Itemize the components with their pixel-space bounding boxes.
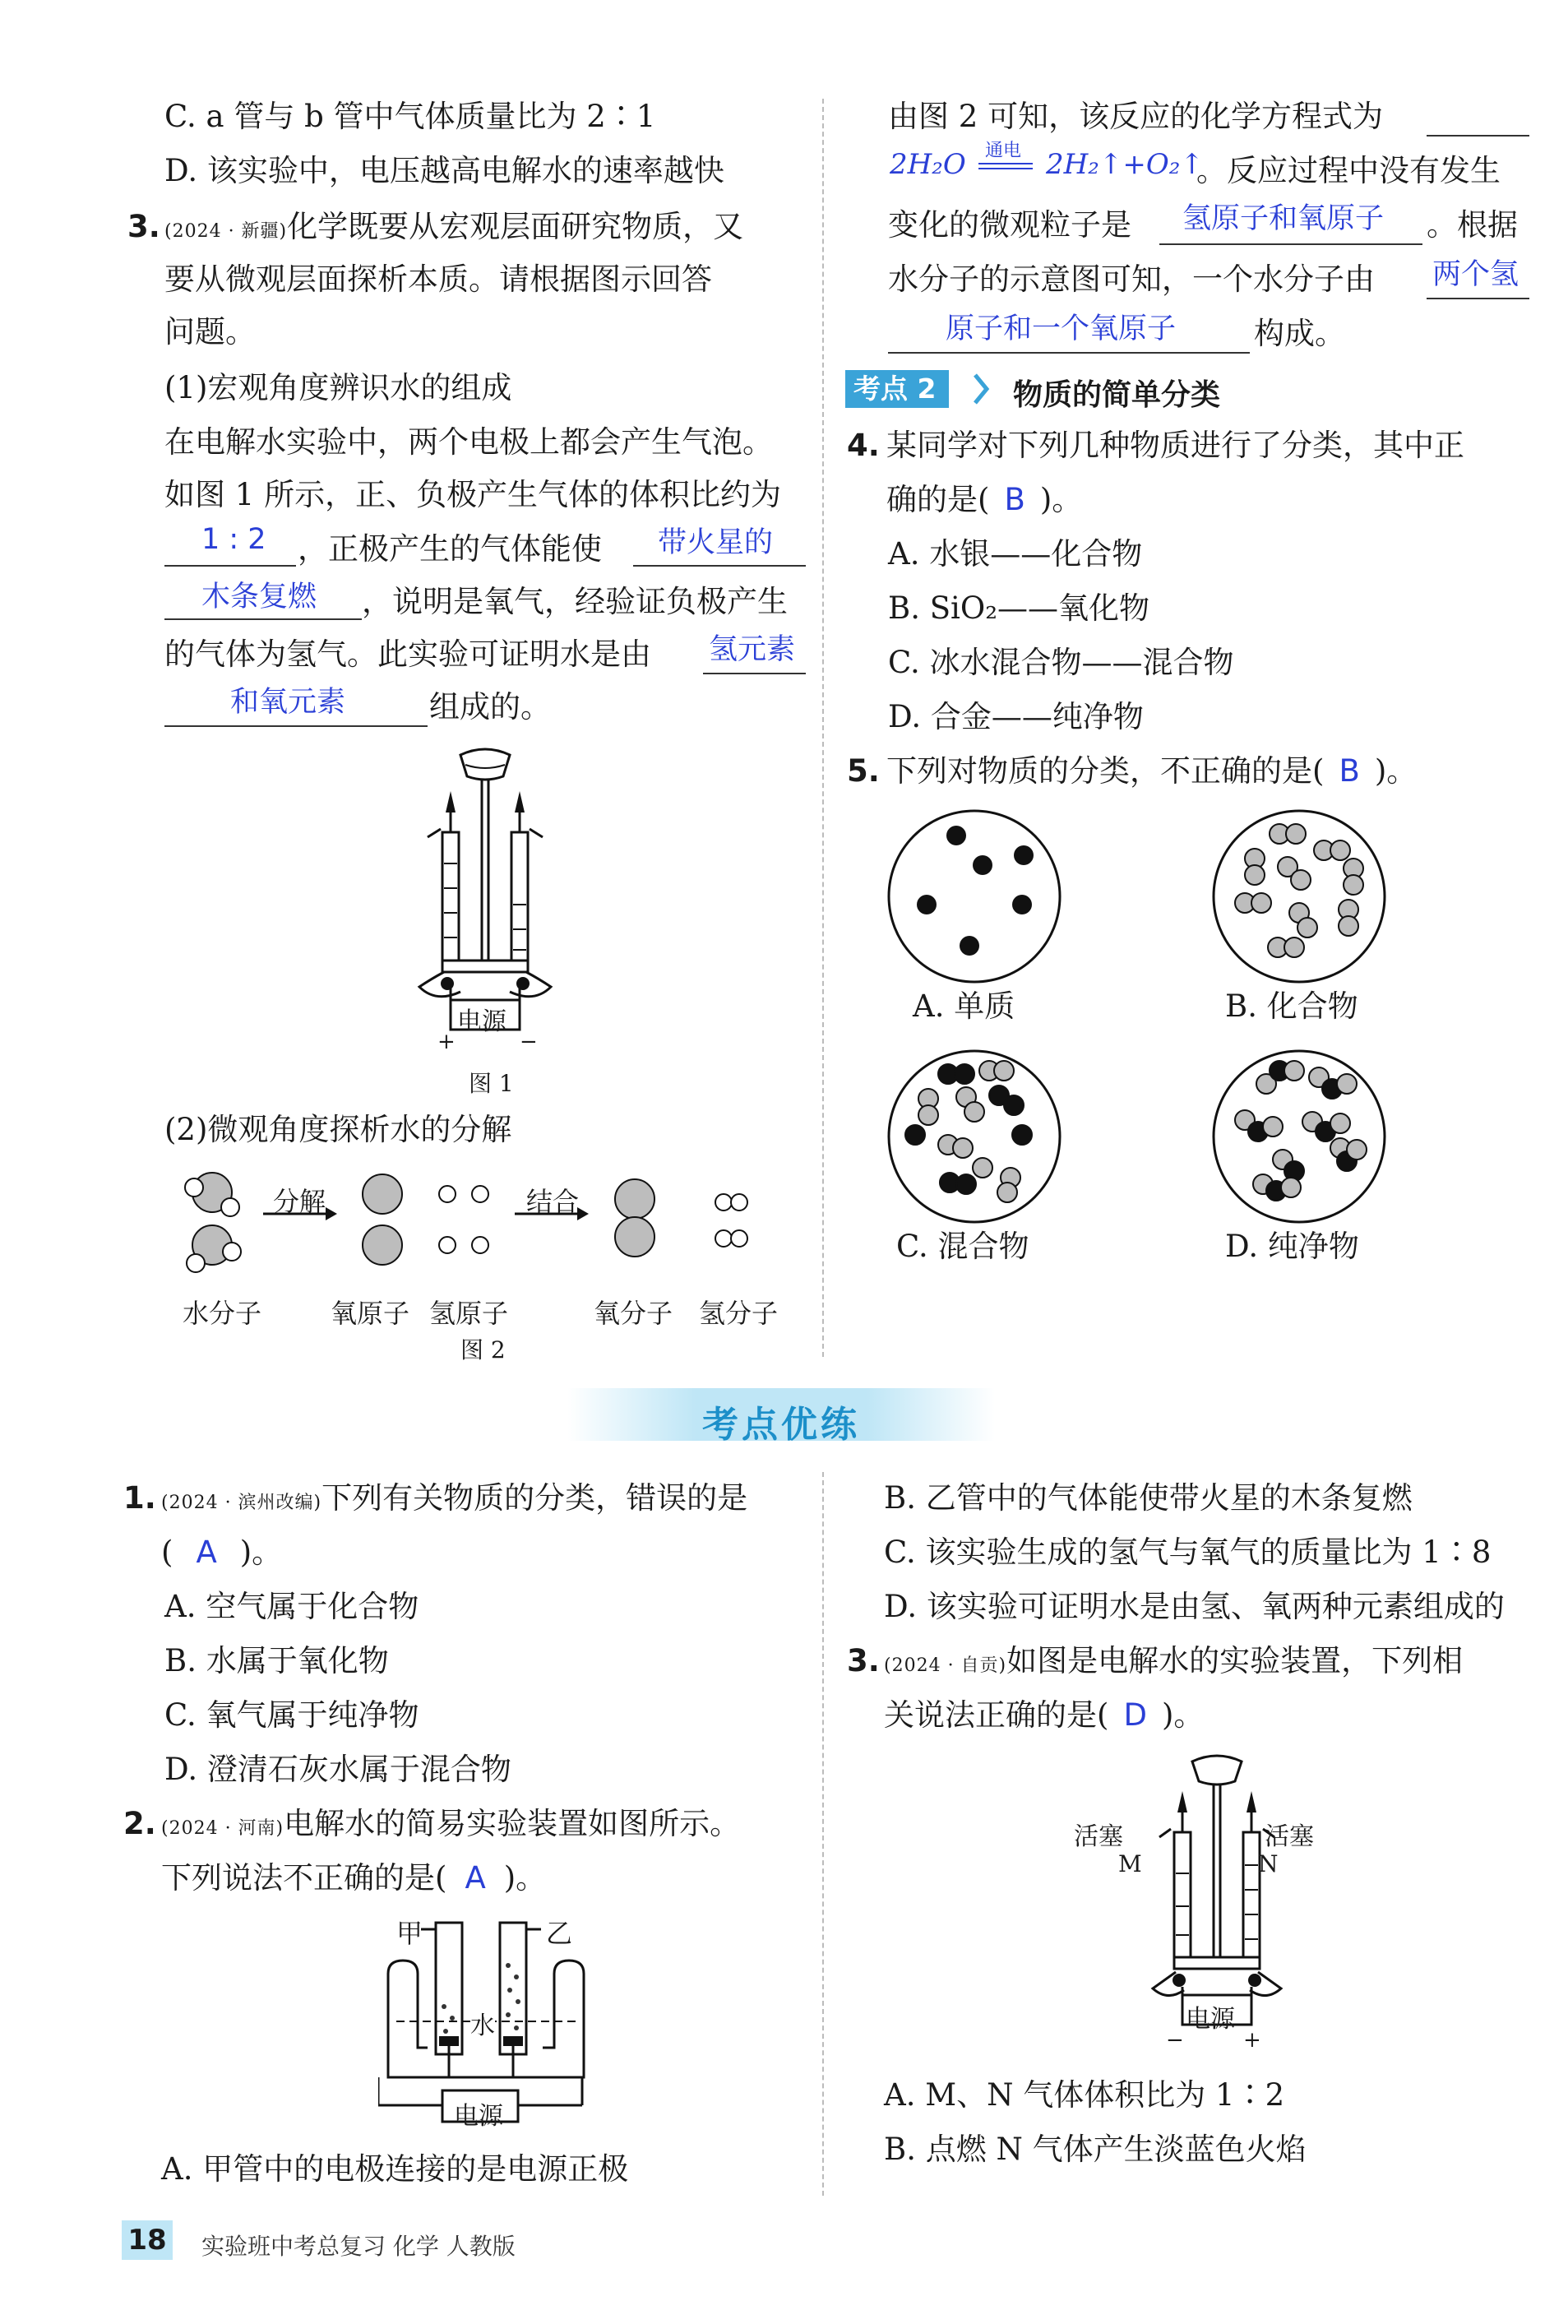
q4-option-b: B. SiO₂——氧化物	[888, 590, 1150, 626]
question-number: 4.	[847, 428, 880, 463]
minus-sign: −	[1166, 2028, 1184, 2053]
q4-option-d: D. 合金——纯净物	[888, 699, 1144, 734]
answer-blank	[1427, 135, 1529, 137]
question-text: 电解水的简易实验装置如图所示。	[284, 1806, 741, 1841]
equation-intro: 由图 2 可知，该反应的化学方程式为	[888, 99, 1384, 134]
question-text: 下列说法不正确的是(	[161, 1860, 447, 1896]
section-banner	[567, 1388, 995, 1446]
particle-diagram-b	[1209, 806, 1390, 987]
answer-blank	[633, 565, 806, 567]
question-text: )。	[1161, 1697, 1205, 1733]
question-text: )。	[503, 1860, 547, 1896]
water-decomposition-figure-2	[181, 1160, 789, 1283]
question-3-line-3: 问题。	[164, 314, 256, 350]
q2-option-c: C. 该实验生成的氢气与氧气的质量比为 1∶8	[884, 1535, 1492, 1570]
tube-label-m: M	[1118, 1850, 1142, 1877]
q1-option-a: A. 空气属于化合物	[164, 1589, 419, 1624]
question-3b-line-1	[884, 1641, 1463, 1686]
tube-label-yi: 乙	[546, 1918, 573, 1949]
tube-label-n: N	[1258, 1850, 1279, 1877]
diagram-label-d: D. 纯净物	[1225, 1229, 1359, 1264]
answer-blank	[1427, 298, 1529, 299]
answer-particle: 氢原子和氧原子	[1182, 202, 1385, 235]
question-4-line-1: 某同学对下列几种物质进行了分类，其中正	[886, 428, 1464, 463]
composition-line: 水分子的示意图可知，一个水分子由	[888, 262, 1375, 297]
source-tag: (2024 · 新疆)	[164, 221, 288, 242]
equation-condition: 通电	[985, 141, 1022, 161]
question-text: )。	[239, 1535, 283, 1570]
question-2-line-2	[161, 1859, 546, 1898]
q2-option-b: B. 乙管中的气体能使带火星的木条复燃	[884, 1480, 1413, 1516]
q3b-option-b: B. 点燃 N 气体产生淡蓝色火焰	[884, 2132, 1307, 2167]
part-1-line-5: 的气体为氢气。此实验可证明水是由	[164, 637, 651, 672]
q3b-option-a: A. M、N 气体体积比为 1∶2	[884, 2077, 1285, 2113]
label-oxygen-molecule: 氧分子	[594, 1298, 673, 1329]
diagram-label-a: A. 单质	[913, 988, 1015, 1024]
question-text: 关说法正确的是(	[884, 1697, 1109, 1733]
composition-tail: 构成。	[1254, 316, 1345, 351]
arrow-label-decompose: 分解	[273, 1186, 326, 1217]
answer-choice: A	[465, 1860, 486, 1896]
diagram-label-b: B. 化合物	[1225, 988, 1358, 1024]
question-text: 如图是电解水的实验装置，下列相	[1006, 1643, 1464, 1678]
arrow-label-combine: 结合	[526, 1186, 580, 1217]
source-tag: (2024 · 滨州改编)	[161, 1493, 322, 1513]
question-5-line-1	[886, 752, 1417, 791]
column-divider	[822, 99, 824, 1357]
valve-label-left: 活塞	[1074, 1822, 1123, 1851]
topic-badge: 考点 2	[845, 370, 949, 408]
question-3-line-2: 要从微观层面探析本质。请根据图示回答	[164, 262, 712, 297]
q1-option-c: C. 氧气属于纯净物	[164, 1697, 419, 1733]
source-tag: (2024 · 河南)	[161, 1818, 284, 1839]
answer-comp-1: 两个氢	[1432, 258, 1519, 291]
particle-diagram-d	[1209, 1046, 1390, 1227]
equation-right: 2H₂↑+O₂↑	[1046, 148, 1204, 181]
question-number: 2.	[123, 1806, 156, 1841]
answer-ratio: 1 : 2	[201, 523, 266, 556]
answer-elem-1: 氢元素	[709, 633, 796, 666]
question-3b-line-2	[884, 1696, 1204, 1735]
topic-title: 物质的简单分类	[1013, 378, 1221, 412]
label-hydrogen-atom: 氢原子	[429, 1298, 509, 1329]
answer-blank	[164, 565, 296, 567]
power-label: 电源	[454, 2102, 503, 2131]
answer-choice: A	[196, 1535, 217, 1570]
equation-left: 2H₂O	[890, 148, 966, 181]
particle-line-b: 。根据	[1427, 207, 1518, 243]
q1-option-b: B. 水属于氧化物	[164, 1643, 389, 1678]
equation-arrow-line	[978, 161, 1036, 171]
power-label: 电源	[1186, 2005, 1235, 2034]
question-text: 下列有关物质的分类，错误的是	[321, 1480, 748, 1516]
question-text: 化学既要从宏观层面研究物质，又	[287, 209, 744, 244]
question-3-line-1	[164, 207, 743, 252]
diagram-label-c: C. 混合物	[896, 1229, 1029, 1264]
source-tag: (2024 · 自贡)	[884, 1655, 1007, 1676]
plus-sign: +	[1243, 2028, 1261, 2053]
question-text: (	[161, 1535, 173, 1570]
q2-option-d: D. 该实验可证明水是由氢、氧两种元素组成的	[884, 1589, 1505, 1624]
answer-fire-1: 带火星的	[658, 526, 774, 559]
question-text: )。	[1039, 482, 1083, 517]
question-1-line-2	[161, 1533, 282, 1572]
chevron-right-icon	[970, 370, 995, 408]
figure-2-caption: 图 2	[460, 1336, 506, 1363]
footer-text: 实验班中考总复习 化学 人教版	[201, 2233, 516, 2260]
answer-choice: B	[1339, 753, 1360, 789]
particle-diagram-a	[884, 806, 1065, 987]
answer-blank	[703, 673, 806, 674]
tube-label-jia: 甲	[396, 1918, 423, 1949]
option-c: C. a 管与 b 管中气体质量比为 2∶1	[164, 99, 656, 134]
q1-option-d: D. 澄清石灰水属于混合物	[164, 1752, 511, 1787]
part-1-line-2: 如图 1 所示，正、负极产生气体的体积比约为	[164, 477, 782, 512]
valve-label-right: 活塞	[1265, 1822, 1314, 1851]
answer-choice: B	[1004, 482, 1025, 517]
question-number: 1.	[123, 1480, 156, 1516]
question-text: 确的是(	[886, 482, 990, 517]
question-number: 3.	[127, 209, 160, 244]
question-text: )。	[1374, 753, 1418, 789]
answer-blank	[1159, 243, 1422, 245]
part-1-line-4: ，说明是氧气，经验证负极产生	[362, 584, 788, 619]
label-hydrogen-molecule: 氢分子	[699, 1298, 779, 1329]
answer-blank	[164, 725, 428, 727]
answer-blank	[164, 618, 362, 620]
part-1-line-6: 组成的。	[429, 689, 551, 725]
question-4-line-2	[886, 480, 1082, 520]
part-1-line-1: 在电解水实验中，两个电极上都会产生气泡。	[164, 424, 773, 460]
part-2-title: (2)微观角度探析水的分解	[164, 1112, 512, 1147]
column-divider	[822, 1472, 824, 2196]
question-2-line-1	[161, 1804, 740, 1849]
answer-fire-2: 木条复燃	[201, 581, 317, 613]
particle-line-a: 变化的微观粒子是	[888, 207, 1131, 243]
part-1-line-3: ，正极产生的气体能使	[298, 531, 602, 567]
power-label: 电源	[457, 1007, 506, 1036]
q2-option-a: A. 甲管中的电极连接的是电源正极	[161, 2151, 629, 2187]
q4-option-c: C. 冰水混合物——混合物	[888, 645, 1234, 680]
question-number: 5.	[847, 753, 880, 789]
equation-tail: 。反应过程中没有发生	[1196, 153, 1501, 188]
question-text: 下列对物质的分类，不正确的是(	[886, 753, 1325, 789]
figure-1-caption: 图 1	[469, 1070, 514, 1097]
answer-elem-2: 和氧元素	[230, 686, 346, 719]
question-number: 3.	[847, 1643, 880, 1678]
option-d: D. 该实验中，电压越高电解水的速率越快	[164, 153, 724, 188]
answer-blank	[888, 352, 1250, 354]
q4-option-a: A. 水银——化合物	[888, 536, 1143, 572]
answer-comp-2: 原子和一个氧原子	[946, 312, 1177, 345]
answer-choice: D	[1123, 1697, 1147, 1733]
question-1-line-1	[161, 1479, 747, 1523]
label-water-molecule: 水分子	[183, 1298, 262, 1329]
page-number: 18	[122, 2220, 173, 2260]
label-oxygen-atom: 氧原子	[331, 1298, 410, 1329]
particle-diagram-c	[884, 1046, 1065, 1227]
plus-sign: +	[437, 1030, 456, 1054]
water-label: 水	[470, 2005, 495, 2041]
section-banner-title: 考点优练	[702, 1404, 860, 1446]
minus-sign: −	[520, 1030, 538, 1054]
part-1-title: (1)宏观角度辨识水的组成	[164, 370, 512, 405]
